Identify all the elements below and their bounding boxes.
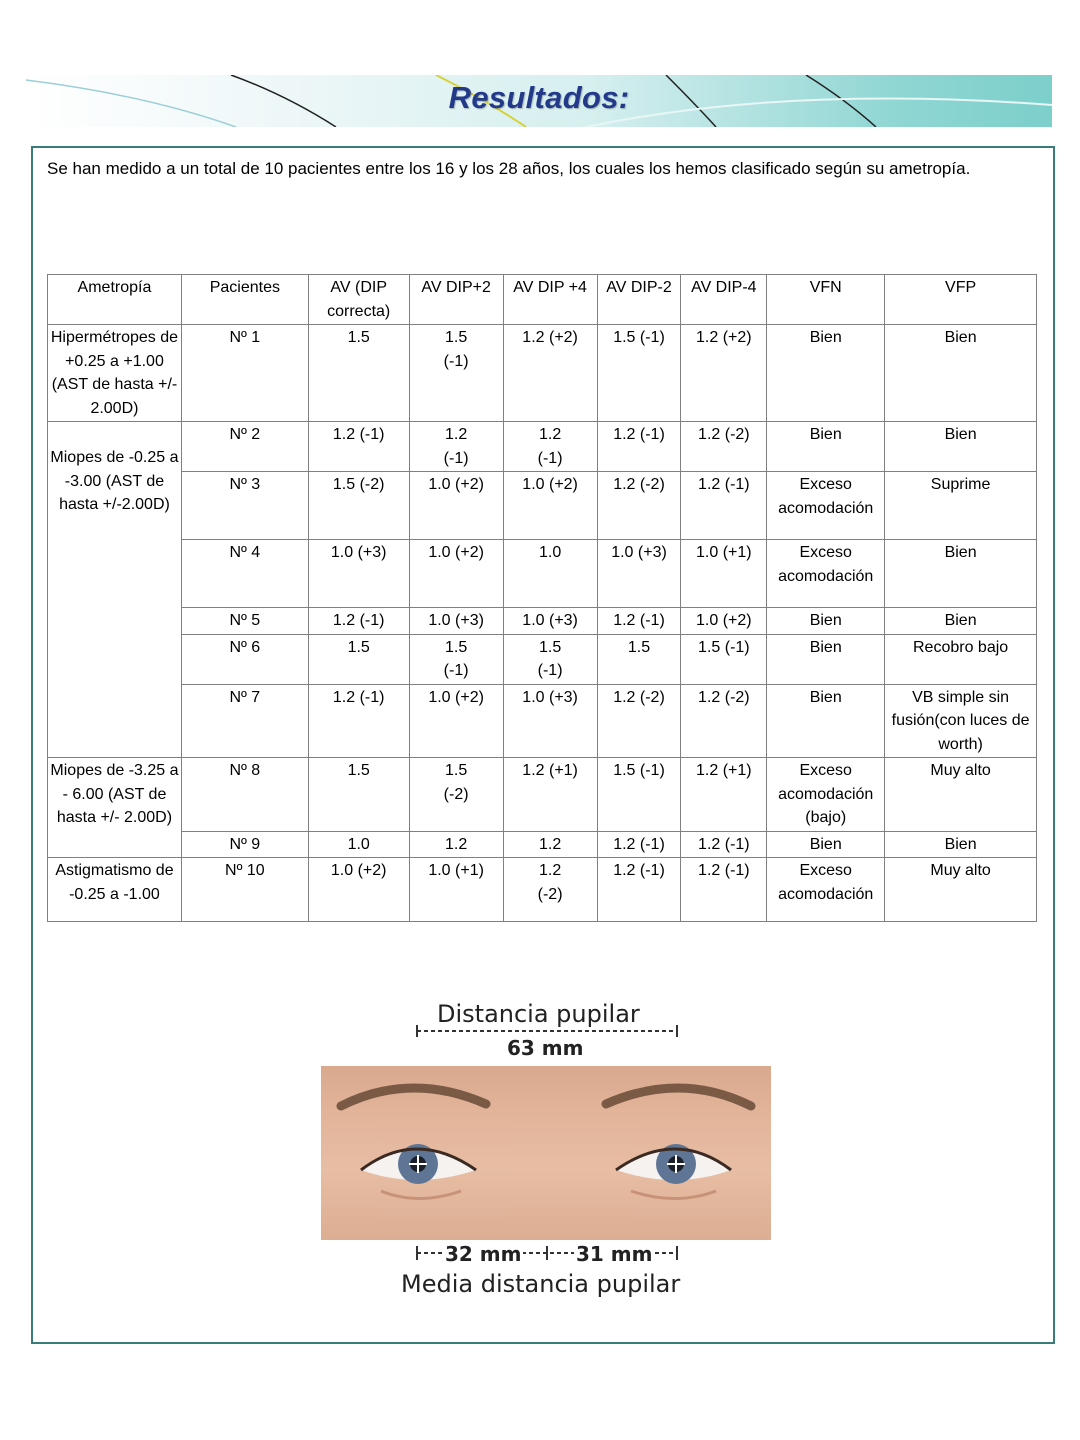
- table-cell: 1.0: [503, 540, 597, 608]
- table-cell: 1.5 (-1): [409, 634, 503, 684]
- table-cell: 1.2 (-1): [681, 472, 767, 540]
- eyes-illustration: [321, 1066, 771, 1240]
- table-cell: Suprime: [885, 472, 1037, 540]
- header-cell: VFN: [767, 275, 885, 325]
- table-cell: Bien: [767, 422, 885, 472]
- table-cell: 1.0 (+2): [409, 684, 503, 758]
- table-cell: Muy alto: [885, 758, 1037, 832]
- header-cell: AV DIP-4: [681, 275, 767, 325]
- table-row: [48, 472, 1037, 540]
- table-cell: VB simple sin fusión(con luces de worth): [885, 684, 1037, 758]
- header-cell: AV (DIP correcta): [308, 275, 409, 325]
- table-cell: Nº 8: [181, 758, 308, 832]
- table-cell: Exceso acomodación: [767, 858, 885, 922]
- table-row: [48, 758, 1037, 832]
- table-cell: Bien: [885, 540, 1037, 608]
- group-cell: Hipermétropes de +0.25 a +1.00 (AST de hasta +/- 2.00D): [48, 325, 182, 422]
- group-cell: Miopes de -3.25 a - 6.00 (AST de hasta +/- 2.00D): [48, 758, 182, 858]
- table-row: [48, 608, 1037, 635]
- table-cell: 1.2 (-1): [308, 684, 409, 758]
- table-cell: 1.0 (+2): [503, 472, 597, 540]
- table-cell: 1.2 (-1): [597, 608, 681, 635]
- table-cell: Exceso acomodación (bajo): [767, 758, 885, 832]
- table-row: [48, 325, 1037, 422]
- table-cell: Bien: [767, 608, 885, 635]
- table-cell: 1.0 (+3): [503, 684, 597, 758]
- content-frame: [31, 146, 1055, 1344]
- table-cell: 1.5: [308, 758, 409, 832]
- table-cell: 1.0: [308, 831, 409, 858]
- table-cell: Nº 4: [181, 540, 308, 608]
- table-cell: 1.0 (+2): [681, 608, 767, 635]
- table-cell: Exceso acomodación: [767, 540, 885, 608]
- table-row: [48, 684, 1037, 758]
- table-cell: Bien: [767, 634, 885, 684]
- table-cell: Nº 9: [181, 831, 308, 858]
- table-row: [48, 858, 1037, 922]
- header-cell: VFP: [885, 275, 1037, 325]
- table-cell: Nº 1: [181, 325, 308, 422]
- table-cell: Bien: [885, 325, 1037, 422]
- table-row: [48, 634, 1037, 684]
- table-cell: 1.5 (-1): [597, 325, 681, 422]
- table-cell: 1.0 (+2): [409, 540, 503, 608]
- table-cell: 1.0 (+3): [597, 540, 681, 608]
- table-cell: 1.2 (-1): [681, 858, 767, 922]
- table-cell: 1.0 (+2): [308, 858, 409, 922]
- table-cell: 1.5 (-1): [409, 325, 503, 422]
- table-cell: 1.2 (-2): [597, 472, 681, 540]
- table-cell: 1.2 (-1): [308, 422, 409, 472]
- table-cell: 1.2 (-1): [597, 858, 681, 922]
- table-row: [48, 422, 1037, 472]
- table-cell: 1.2: [503, 831, 597, 858]
- page-title: Resultados:: [448, 80, 630, 115]
- table-cell: 1.0 (+3): [409, 608, 503, 635]
- table-cell: 1.2 (+1): [503, 758, 597, 832]
- table-cell: Nº 2: [181, 422, 308, 472]
- table-cell: 1.0 (+1): [409, 858, 503, 922]
- table-cell: 1.2 (-1): [308, 608, 409, 635]
- table-cell: 1.2 (-2): [597, 684, 681, 758]
- total-distance-label: 63 mm: [507, 1036, 584, 1060]
- table-cell: 1.5: [308, 634, 409, 684]
- table-cell: 1.2 (-1): [597, 831, 681, 858]
- table-cell: Nº 3: [181, 472, 308, 540]
- table-cell: 1.2 (-2): [503, 858, 597, 922]
- table-cell: Bien: [767, 831, 885, 858]
- table-cell: 1.0 (+3): [308, 540, 409, 608]
- table-cell: 1.2 (-1): [681, 831, 767, 858]
- intro-paragraph: Se han medido a un total de 10 pacientes entre los 16 y los 28 años, los cuales los hemos clasificado según su ametropía.: [47, 159, 971, 178]
- table-cell: 1.5 (-1): [503, 634, 597, 684]
- table-cell: 1.0 (+2): [409, 472, 503, 540]
- table-cell: Exceso acomodación: [767, 472, 885, 540]
- table-cell: 1.2 (-1): [503, 422, 597, 472]
- figure-caption: Media distancia pupilar: [401, 1270, 681, 1298]
- table-cell: 1.2 (-2): [681, 422, 767, 472]
- left-distance-label: 32 mm: [445, 1242, 522, 1266]
- figure-title: Distancia pupilar: [437, 1000, 640, 1028]
- results-table: [47, 274, 1037, 922]
- pupillary-distance-figure: [321, 1000, 781, 1310]
- table-cell: Nº 5: [181, 608, 308, 635]
- table-header-row: [48, 275, 1037, 325]
- table-cell: 1.5: [308, 325, 409, 422]
- bottom-dimension-line: [321, 1241, 781, 1265]
- table-cell: Bien: [885, 831, 1037, 858]
- table-cell: Nº 7: [181, 684, 308, 758]
- table-cell: 1.2 (+2): [503, 325, 597, 422]
- table-cell: 1.2 (-1): [597, 422, 681, 472]
- table-cell: 1.2 (+1): [681, 758, 767, 832]
- header-cell: Ametropía: [48, 275, 182, 325]
- table-cell: 1.5: [597, 634, 681, 684]
- header-cell: Pacientes: [181, 275, 308, 325]
- right-distance-label: 31 mm: [576, 1242, 653, 1266]
- table-cell: 1.2 (-2): [681, 684, 767, 758]
- table-cell: Bien: [767, 684, 885, 758]
- title-banner: [26, 75, 1052, 127]
- group-cell: Miopes de -0.25 a -3.00 (AST de hasta +/-2.00D): [48, 422, 182, 758]
- header-cell: AV DIP+2: [409, 275, 503, 325]
- table-cell: 1.0 (+3): [503, 608, 597, 635]
- table-cell: Bien: [767, 325, 885, 422]
- table-cell: 1.2: [409, 831, 503, 858]
- table-cell: 1.5 (-2): [409, 758, 503, 832]
- header-cell: AV DIP +4: [503, 275, 597, 325]
- eyes-photo: [321, 1066, 771, 1240]
- table-cell: 1.0 (+1): [681, 540, 767, 608]
- group-cell: Astigmatismo de -0.25 a -1.00: [48, 858, 182, 922]
- table-cell: Nº 6: [181, 634, 308, 684]
- table-cell: Nº 10: [181, 858, 308, 922]
- table-cell: 1.5 (-1): [597, 758, 681, 832]
- header-cell: AV DIP-2: [597, 275, 681, 325]
- table-row: [48, 831, 1037, 858]
- table-cell: 1.2 (-1): [409, 422, 503, 472]
- table-cell: Bien: [885, 608, 1037, 635]
- table-cell: Bien: [885, 422, 1037, 472]
- table-cell: 1.2 (+2): [681, 325, 767, 422]
- table-cell: 1.5 (-2): [308, 472, 409, 540]
- table-cell: Recobro bajo: [885, 634, 1037, 684]
- table-cell: 1.5 (-1): [681, 634, 767, 684]
- table-row: [48, 540, 1037, 608]
- table-cell: Muy alto: [885, 858, 1037, 922]
